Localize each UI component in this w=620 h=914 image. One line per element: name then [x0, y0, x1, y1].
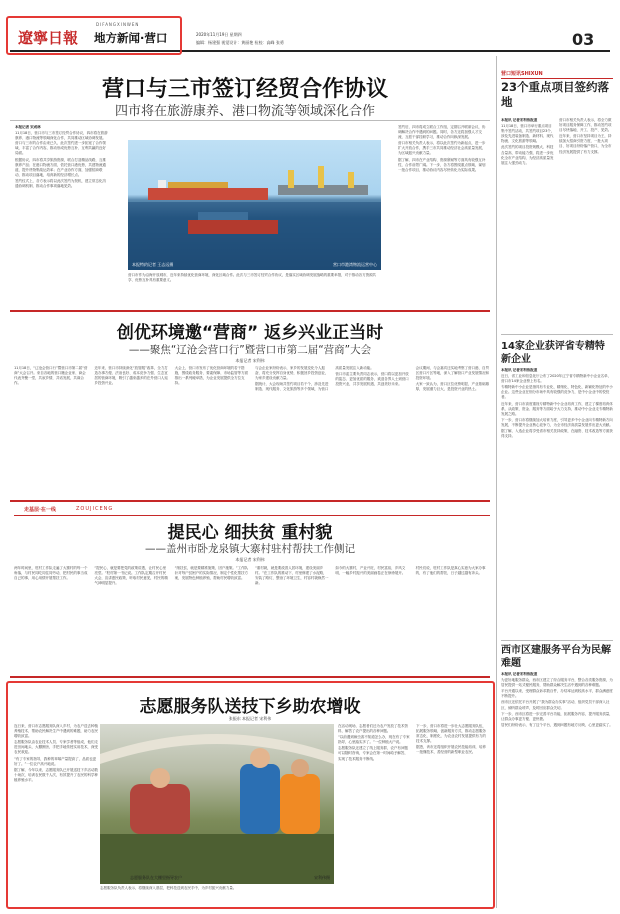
- focus-label: 走基层·在一线: [24, 507, 56, 513]
- sidebar-item1-byline: 本报讯 记者宋利伟报道: [501, 118, 538, 122]
- story4-column-3: 在活动现场，志愿者们还为农户发放了技术资料，解答了农户提出的各种问题。 “以前遇到病虫害不知道怎么办，现在有了专家指导，心里踏实多了。”一位种植大户说。 志愿服务队还建立了线上服务群，农户有问题可以随时咨询，专家会在第一时间给予解答，实现了技术服务不断线。 下一步，营口市将进一步壮大志愿服务队伍，拓展服务领域，创新服务方式，推动志愿服务常态化、制度化，为农业农村发展提供有力的技术支撑。 据悉，该市还将组织开展农民技能培训，培养一批懂技术、善经营的新型职业农民。: [338, 724, 486, 761]
- header-rule: [10, 50, 610, 52]
- story2-columns: 11月18日，“辽沧会营口行”暨营口市第二届“营商”大会召开。来自各地的营口籍企业家、商会代表齐聚一堂，共叙乡情，共话发展，共谋合作。 近年来，营口市持续深化“放管服”改革，全力打造办事方便、法治良好、成本竞争力强、生态宜居的营商环境，吸引了越来越多的在外营口人返乡投资兴业。 大会上，营口市发布了优化营商环境的若干措施，围绕政务服务、要素保障、市场监管等方面推出一系列硬举措，为企业发展提供全方位支持。 与会企业家纷纷表示，家乡的发展变化令人振奋，将充分发挥自身优势，积极回乡投资创业，为家乡建设贡献力量。 据统计，大会现场共签约项目若干个，涉及先进制造、现代服务、文化旅游等多个领域，为营口高质量发展注入新动能。 营口市委主要负责同志表示，营口将以更加开放的姿态、更加优质的服务，欢迎各界人士到营口投资兴业，共享发展机遇，共创美好未来。 会议期间，与会嘉宾还实地考察了营口港、自贸区营口片区等地，深入了解营口产业发展情况和投资环境。 大家一致认为，营口区位优势明显，产业基础雄厚，发展潜力巨大，是投资兴业的热土。: [14, 366, 490, 392]
- sidebar-item1-title: 23个重点项目签约落地: [501, 80, 610, 109]
- story4-column-2: 志愿服务队负责人表示，将继续深入基层，把科技送到农民手中，为乡村振兴贡献力量。: [100, 886, 237, 890]
- date-line: 2020年11月19日 星期四: [196, 32, 242, 37]
- story4-byline: 张振东 本报记者 宋利伟: [228, 716, 272, 721]
- story4-photo-caption: 志愿服务队在大棚里指导农户: [130, 875, 182, 880]
- lead-column-1: 本报记者 宋成林 11月18日，营口市与三市签订经贸合作协议，四市将在旅游康养、港口物流等领域深化合作，共同推动区域协调发展。营口与三市的合作由来已久，此次签约进一步拓宽了合作领域，丰富了合作内容，推动形成优势互补、互利共赢的良好局面。 根据协议，四市将共享旅游资源，联合打造精品线路，互推康养产品；在港口物流方面，依托营口港优势，共建物流通道，提升货物集疏运效率；在产业协作方面，加强招商联动，推动项目落地，培育新的经济增长点。 签约仪式上，各方表示将以此次签约为契机，建立常态化沟通协调机制，推动合作事项落地见效。: [15, 125, 108, 189]
- sidebar-rule: [496, 56, 497, 908]
- lead-title: 营口与三市签订经贸合作协议: [101, 77, 388, 102]
- story2-subtitle: ——聚焦“辽沧会营口行”暨营口市第二届“营商”大会: [128, 344, 372, 356]
- section-pinyin: DIFANGXINWEN: [96, 22, 140, 27]
- story2-byline: 本报记者 宋利伟: [235, 358, 265, 363]
- focus-label-bar: [14, 504, 490, 516]
- section-title: 地方新闻·营口: [94, 31, 168, 45]
- focus-label-en: ZOUJICENG: [76, 506, 114, 512]
- lead-photo-caption: 营口市港湾物流运营中心: [333, 262, 377, 267]
- lead-column-3: 签约后，四市将成立联合工作组，定期召开联席会议，协调解决合作中遇到的问题。同时，各方还将加强人才交流，互派干部挂职学习，推动合作向纵深发展。 营口市相关负责人表示，将以此次签约为新起点，进一步扩大开放合作，携手三市共同推动经济社会高质量发展，为区域振兴贡献力量。 据了解，四市在产业结构、资源禀赋等方面具有较强互补性，合作前景广阔。下一步，各方将围绕重点领域，谋划一批合作项目，推动协议内容尽快转化为实际成果。: [398, 125, 486, 172]
- story4-photo: [100, 724, 334, 884]
- masthead: [0, 0, 620, 52]
- sidebar: 营口短讯SHIXUN 23个重点项目签约落地 本报讯 记者宋利伟报道 11月18日，营口市举行重点项目集中签约活动，共签约项目23个，涉及先进装备制造、新材料、现代物流、文化旅游等领域。 此次签约的项目投资规模大、科技含量高、带动能力强，将进一步优化全市产业结构，为经济高质量发展注入强劲动力。 营口市相关负责人表示，将全力做好项目服务保障工作，推动签约项目尽快落地、开工、投产、见效。 近年来，营口市坚持项目为王，持续加大招商引资力度，一批大项目、好项目纷纷落户营口，为全市经济发展提供了有力支撑。 14家企业获评省专精特新企业 本报讯 记者宋利伟报道 近日，省工业和信息化厅公布了2020年辽宁省专精特新中小企业名单，营口市14家企业榜上有名。 专精特新中小企业是指具有专业化、精细化、特色化、新颖化特征的中小企业。这些企业在细分市场中具有较强的竞争力，是中小企业中的佼佼者。 近年来，营口市高度重视专精特新中小企业培育工作，建立了梯度培育体系，从政策、资金、服务等方面给予大力支持，推动中小企业走专精特新发展之路。 下一步，营口市将继续加大培育力度，引导更多中小企业向专精特新方向发展，不断提升企业核心竞争力，为全市经济高质量发展作出更大贡献。 据了解，入选企业将享受省市相关扶持政策，在融资、技术改造等方面获得支持。 西市区建服务平台为民解难题 本报讯 记者宋利伟报道 为更好地服务群众，西市区建立了综合服务平台，整合各类服务资源，为居民提供一站式便民服务，帮助群众解决生活中遇到的各种难题。 平台开通以来，受理群众诉求数百件，办结率达到较高水平，群众满意度不断提升。 西市区还依托平台开展了“我为群众办实事”活动，组织党员干部深入社区，倾听群众呼声，及时回应群众关切。 下一步，西市区将进一步完善平台功能，拓展服务内容，提升服务质量，让群众办事更方便、更快捷。 居民们纷纷表示，有了这个平台，遇到问题有地方反映，心里更踏实了。: [501, 71, 613, 727]
- newspaper-logo: 遼寧日報: [18, 29, 79, 47]
- lead-subtitle: 四市将在旅游康养、港口物流等领域深化合作: [114, 104, 375, 119]
- lead-photo-credit: 本报特约记者 王志远摄: [132, 262, 174, 267]
- port-scene-illustration: [128, 140, 381, 270]
- sidebar-item2-title: 14家企业获评省专精特新企业: [501, 341, 605, 365]
- lead-byline: 本报记者 宋成林: [15, 125, 41, 129]
- focus-title: 提民心 细扶贫 重村貌: [167, 523, 333, 543]
- focus-subtitle: ——盖州市卧龙泉镇大寨村驻村帮扶工作侧记: [145, 543, 355, 555]
- story4-column-1: 连日来，营口市志愿服务队深入乡村，为农户送去种植养殖技术，帮助农民解决生产中遇到的难题，助力农民增收致富。 志愿服务队由农业技术人员、专家学者等组成，他们走进田间地头、大棚圈舍，手把手地传授实用技术，深受农民欢迎。 “有了专家的指导，我种的草莓产量提高了，品质也更好了。”一位农户高兴地说。 据了解，今年以来，志愿服务队已开展送技下乡活动数十场次，培训农民数千人次，有效提升了农民的科学种植养殖水平。: [14, 724, 98, 782]
- focus-columns: 两年时间里，驻村工作队走遍了大寨村的每一个角落，与村民同吃同住同劳动，把村民的事当成自己的事，用心用情开展帮扶工作。 “提民心，就是要把党的政策讲透，让村民心里亮堂。”驻村第一书记说。工作队定期召开村民大会，宣讲惠民政策，听取村民意见，村民的精气神明显提升。 “细扶贫，就是要精准施策，因户施策。”工作队针对每户贫困户的实际情况，制定个性化帮扶方案，发展特色种植养殖，帮助村民增收致富。 “重村貌，就是要改善人居环境，建设美丽乡村。”在工作队的推动下，村里修建了水泥路，安装了路灯，整治了环境卫生，村容村貌焕然一新。 如今的大寨村，产业兴旺，村民富裕，乡风文明，一幅乡村振兴的美丽画卷正在徐徐展开。 村民们说，驻村工作队是真心实意为大家办事的，有了他们的帮扶，日子越过越有奔头。: [14, 566, 486, 586]
- sidebar-item3-byline: 本报讯 记者宋利伟报道: [501, 672, 538, 676]
- lead-column-2: 营口市作为沿海开放城市，近年来持续优化营商环境，深化区域合作。此次与三市签订经贸合作协议，是落实区域协调发展战略的重要举措，对于推动各方资源共享、优势互补具有重要意义。: [128, 273, 377, 283]
- story2-title: 创优环境邀“营商” 返乡兴业正当时: [116, 323, 384, 343]
- sidebar-tag: 营口短讯SHIXUN: [501, 70, 613, 79]
- sidebar-item3-title: 西市区建服务平台为民解难题: [501, 645, 611, 669]
- sidebar-item2-byline: 本报讯 记者宋利伟报道: [501, 368, 538, 372]
- editor-line: 编辑：杨建强 视觉设计：黄丽艳 检校：高峰 张勇: [196, 40, 284, 45]
- story4-title: 志愿服务队送技下乡助农增收: [139, 697, 361, 717]
- focus-byline: 本报记者 宋利伟: [235, 557, 265, 562]
- story4-photo-credit: 宋利伟摄: [314, 875, 330, 880]
- lead-photo: [128, 140, 381, 270]
- page-number: 03: [572, 30, 595, 49]
- greenhouse-scene-illustration: [100, 724, 334, 884]
